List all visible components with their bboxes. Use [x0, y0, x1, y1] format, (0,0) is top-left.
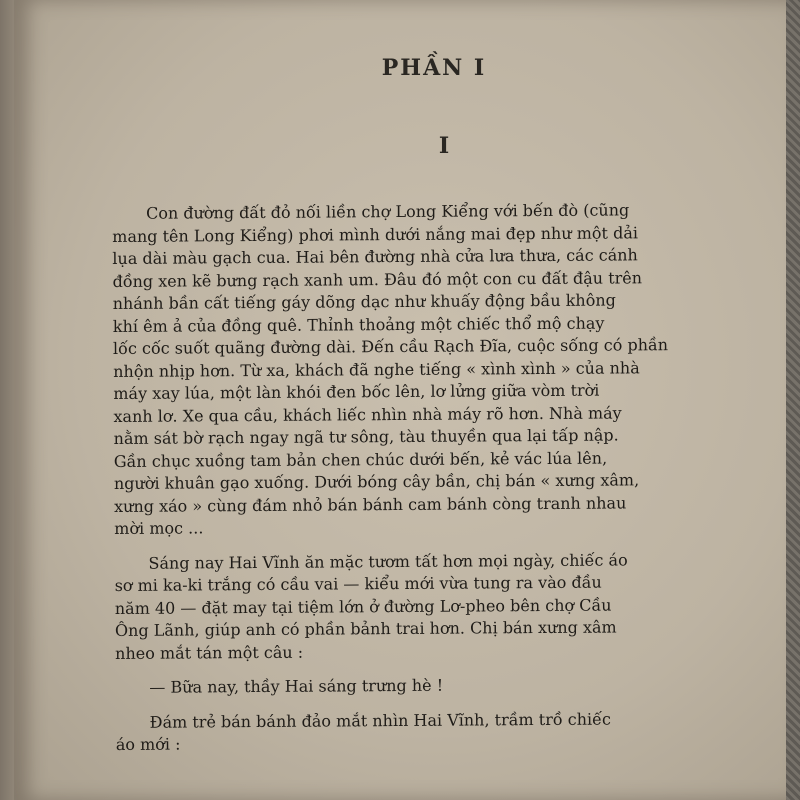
- text-line: Sáng nay Hai Vĩnh ăn mặc tươm tất hơn mọi ngày, chiếc áo: [148, 549, 628, 573]
- text-line: năm 40 — đặt may tại tiệm lớn ở đường Lơ-pheo bên chợ Cầu: [114, 595, 612, 618]
- text-line: nhánh bần cất tiếng gáy dõng dạc như khuấy động bầu không: [112, 290, 616, 313]
- chapter-numeral: I: [438, 133, 450, 159]
- book-page: [14, 0, 786, 800]
- text-line: Gần chục xuồng tam bản chen chúc dưới bến, kẻ vác lúa lên,: [113, 448, 608, 471]
- text-line: máy xay lúa, một làn khói đen bốc lên, lơ lửng giữa vòm trời: [113, 380, 600, 403]
- text-line: nheo mắt tán một câu :: [115, 642, 304, 663]
- text-line: lốc cốc suốt quãng đường dài. Đến cầu Rạch Đĩa, cuộc sống có phần: [112, 335, 669, 358]
- text-line: Con đường đất đỏ nối liền chợ Long Kiểng với bến đò (cũng: [146, 200, 630, 223]
- text-line: xưng xáo » cùng đám nhỏ bán bánh cam bánh còng tranh nhau: [114, 492, 627, 516]
- text-line: Ông Lãnh, giúp anh có phần bảnh trai hơn. Chị bán xưng xâm: [114, 617, 617, 640]
- body-text: [112, 198, 766, 756]
- dialogue-line: — Bữa nay, thầy Hai sáng trưng hè !: [149, 675, 444, 697]
- text-line: nằm sát bờ rạch ngay ngã tư sông, tàu thuyền qua lại tấp nập.: [113, 425, 619, 448]
- text-line: mang tên Long Kiểng) phơi mình dưới nắng mai đẹp như một dải: [112, 222, 639, 246]
- part-heading: PHẦN I: [381, 55, 487, 81]
- text-line: đồng xen kẽ bưng rạch xanh um. Đâu đó một con cu đất đậu trên: [112, 267, 643, 291]
- text-line: nhộn nhịp hơn. Từ xa, khách đã nghe tiếng « xình xình » của nhà: [113, 357, 640, 381]
- text-line: mời mọc ...: [114, 518, 204, 538]
- text-line: xanh lơ. Xe qua cầu, khách liếc nhìn nhà máy rõ hơn. Nhà máy: [113, 402, 622, 426]
- text-line: khí êm ả của đồng quê. Thỉnh thoảng một chiếc thổ mộ chạy: [112, 313, 605, 336]
- text-line: áo mới :: [115, 734, 181, 754]
- text-line: sơ mi ka-ki trắng có cầu vai — kiểu mới vừa tung ra vào đầu: [114, 572, 602, 595]
- text-line: Đám trẻ bán bánh đảo mắt nhìn Hai Vĩnh, trầm trồ chiếc: [149, 709, 611, 732]
- text-line: lụa dài màu gạch cua. Hai bên đường nhà cửa lưa thưa, các cánh: [112, 245, 638, 268]
- text-line: người khuân gạo xuống. Dưới bóng cây bần, chị bán « xưng xâm,: [113, 470, 640, 493]
